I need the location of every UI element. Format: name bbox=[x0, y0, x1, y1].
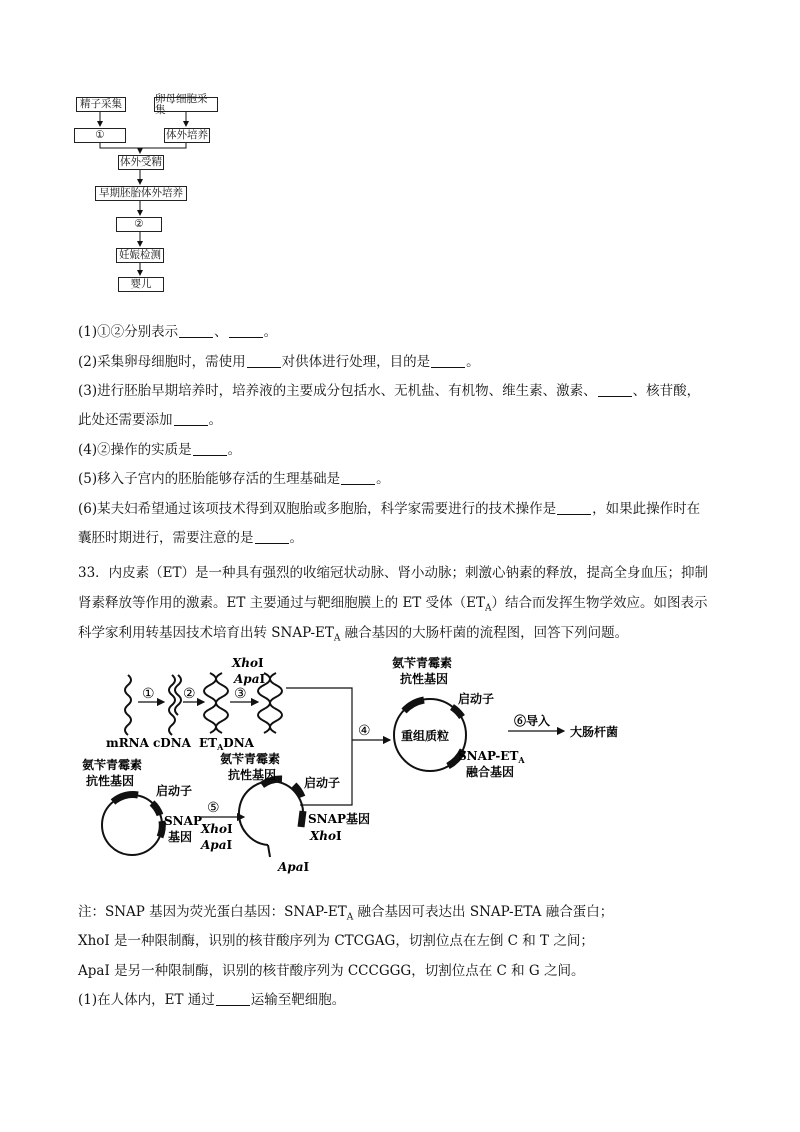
q32-2-end: 。 bbox=[466, 354, 480, 370]
step3-label: ③ bbox=[234, 686, 247, 702]
amp-label-2-orig: 抗性基因 bbox=[86, 774, 135, 788]
gene-label-orig: 基因 bbox=[168, 830, 193, 844]
q33-line3-sub: A bbox=[333, 633, 341, 644]
flow-text-culture: 体外培养 bbox=[166, 129, 208, 142]
opened-plasmid bbox=[239, 781, 303, 845]
amp-label-1-recomb: 氨苄青霉素 bbox=[392, 656, 453, 670]
q33-note-1 bbox=[78, 902, 738, 928]
q32-3-end: 。 bbox=[208, 412, 222, 428]
q32-1-end: 。 bbox=[263, 324, 278, 340]
amp-label-2-open: 抗性基因 bbox=[228, 768, 277, 782]
q32-3-text: (3)进行胚胎早期培养时，培养液的主要成分包括水、无机盐、有机物、维生素、激素、 bbox=[78, 383, 597, 399]
amp-label-2-recomb: 抗性基因 bbox=[400, 672, 449, 686]
promoter-segment-orig bbox=[152, 803, 160, 815]
q32-item-2 bbox=[78, 352, 748, 372]
snap-segment-orig bbox=[160, 821, 162, 837]
q32-item-3 bbox=[78, 381, 748, 401]
q33-line2-post: ）结合而发挥生物学效应。如图表示 bbox=[491, 595, 708, 611]
q32-item-5 bbox=[78, 469, 748, 489]
note2-text: XhoI 是一种限制酶，识别的核苷酸序列为 CTCGAG，切割位点在左倒 C 和 T 之间； bbox=[78, 933, 594, 949]
amp-label-1-open: 氨苄青霉素 bbox=[220, 752, 281, 766]
answer-blank[interactable] bbox=[179, 323, 213, 338]
q32-2-mid: 对供体进行处理，目的是 bbox=[281, 354, 431, 370]
eta-dna-helix bbox=[204, 673, 228, 733]
flow-text-baby: 婴儿 bbox=[130, 278, 152, 291]
q32-6-text: (6)某夫妇希望通过该项技术得到双胞胎或多胞胎，科学家需要进行的技术操作是 bbox=[78, 501, 557, 517]
q33-line1: 33．内皮素（ET）是一种具有强烈的收缩冠状动脉、肾小动脉；刺激心钠素的释放，提高全身血压；抑制 bbox=[78, 565, 709, 581]
apa-cut-end bbox=[268, 845, 270, 857]
amp-label-1-orig: 氨苄青霉素 bbox=[82, 758, 143, 772]
q32-3-text2: 此处还需要添加 bbox=[78, 412, 173, 428]
fusion-label-recomb: SNAP-$ET_A$ bbox=[458, 749, 525, 765]
flow-text-step1: ① bbox=[95, 129, 105, 142]
snap-segment-open bbox=[301, 811, 303, 827]
q32-4-end: 。 bbox=[227, 442, 242, 458]
q32-5-text: (5)移入子宫内的胚胎能够存活的生理基础是 bbox=[78, 471, 341, 487]
q32-6-text2: 囊胚时期进行，需要注意的是 bbox=[78, 530, 254, 546]
answer-blank[interactable] bbox=[216, 991, 250, 1006]
ecoli-label: 大肠杆菌 bbox=[570, 725, 619, 739]
apa-label-open: ApaⅠ bbox=[278, 860, 310, 874]
q32-1-sep: 、 bbox=[214, 324, 228, 340]
cdna-label: cDNA bbox=[153, 736, 191, 750]
q33-1-end: 运输至靶细胞。 bbox=[250, 992, 346, 1008]
step1-label: ① bbox=[142, 686, 155, 702]
q32-1-text: (1)①②分别表示 bbox=[78, 324, 179, 340]
promoter-label-orig: 启动子 bbox=[156, 784, 193, 798]
q33-intro-line2 bbox=[78, 593, 738, 619]
snap-label-orig: SNAP bbox=[164, 814, 202, 828]
q32-4-text: (4)②操作的实质是 bbox=[78, 442, 192, 458]
step6-label: ⑥导入 bbox=[514, 714, 551, 728]
cdna-strand bbox=[169, 675, 175, 735]
q33-1-text: (1)在人体内，ET 通过 bbox=[78, 992, 215, 1008]
flow-text-pregnancy: 妊娠检测 bbox=[119, 249, 161, 262]
answer-blank[interactable] bbox=[247, 353, 281, 368]
answer-blank[interactable] bbox=[229, 323, 263, 338]
amp-segment-orig bbox=[113, 795, 138, 802]
amp-segment-recomb bbox=[404, 700, 424, 711]
q32-3-mid: 、核苷酸， bbox=[632, 383, 701, 399]
answer-blank[interactable] bbox=[341, 470, 375, 485]
promoter-label-open: 启动子 bbox=[304, 776, 341, 790]
q32-6-end: 。 bbox=[289, 530, 303, 546]
eta-dna-label: $ET_ADNA$ bbox=[199, 736, 254, 752]
flow-text-egg: 卵母细胞采集 bbox=[155, 93, 208, 116]
answer-blank[interactable] bbox=[193, 441, 227, 456]
promoter-segment-open bbox=[294, 785, 302, 797]
answer-blank[interactable] bbox=[431, 353, 465, 368]
apa-label-top: ApaⅠ bbox=[234, 672, 266, 686]
q33-line3-pre: 科学家利用转基因技术培育出转 SNAP-ET bbox=[78, 625, 334, 641]
answer-blank[interactable] bbox=[598, 382, 632, 397]
flow-text-fertilize: 体外受精 bbox=[120, 156, 162, 169]
answer-blank[interactable] bbox=[557, 500, 591, 515]
note1-sub: A bbox=[346, 912, 354, 923]
q32-item-4 bbox=[78, 440, 748, 460]
q33-note-3 bbox=[78, 961, 738, 981]
xho-label-mid: XhoⅠ bbox=[201, 822, 233, 836]
flow-text-embryo: 早期胚胎体外培养 bbox=[99, 187, 183, 200]
step4-label: ④ bbox=[358, 723, 371, 739]
flow-text-step2: ② bbox=[134, 218, 144, 231]
flowchart-arrows bbox=[0, 0, 800, 300]
q33-item-1 bbox=[78, 990, 738, 1010]
q32-item-3-line2 bbox=[78, 410, 748, 430]
promoter-segment-recomb bbox=[452, 707, 462, 717]
xho-label-open: XhoⅠ bbox=[310, 829, 342, 843]
fusion-label2-recomb: 融合基因 bbox=[466, 765, 515, 779]
q32-item-6 bbox=[78, 499, 748, 519]
q32-5-end: 。 bbox=[376, 471, 390, 487]
q33-line2-pre: 肾素释放等作用的激素。ET 主要通过与靶细胞膜上的 ET 受体（ET bbox=[78, 595, 485, 611]
note1-pre: 注：SNAP 基因为荧光蛋白基因：SNAP-ET bbox=[78, 904, 347, 920]
q32-item-1 bbox=[78, 322, 748, 342]
step2-label: ② bbox=[183, 686, 196, 702]
answer-blank[interactable] bbox=[174, 411, 208, 426]
step5-label: ⑤ bbox=[207, 800, 220, 816]
q32-2-text: (2)采集卵母细胞时，需使用 bbox=[78, 354, 246, 370]
q33-line3-post: 融合基因的大肠杆菌的流程图，回答下列问题。 bbox=[340, 625, 629, 641]
xho-label-top: XhoⅠ bbox=[232, 656, 264, 670]
q33-note-2 bbox=[78, 931, 738, 951]
q32-6-mid: ，如果此操作时在 bbox=[592, 501, 701, 517]
q32-item-6-line2 bbox=[78, 528, 748, 548]
note3-text: ApaI 是另一种限制酶，识别的核苷酸序列为 CCCGGG，切割位点在 C 和 G 之间。 bbox=[78, 963, 585, 979]
flow-text-sperm: 精子采集 bbox=[80, 98, 122, 111]
promoter-label-recomb: 启动子 bbox=[458, 692, 495, 706]
apa-label-mid: ApaⅠ bbox=[201, 838, 233, 852]
mrna-label: mRNA bbox=[106, 736, 149, 750]
recomb-plasmid-label: 重组质粒 bbox=[401, 729, 450, 743]
transgenic-diagram bbox=[0, 645, 800, 895]
q33-line2-sub: A bbox=[484, 603, 492, 614]
snap-gene-label-open: SNAP基因 bbox=[308, 812, 370, 826]
q33-intro-line1 bbox=[78, 563, 738, 583]
note1-post: 融合基因可表达出 SNAP-ETA 融合蛋白； bbox=[353, 904, 614, 920]
answer-blank[interactable] bbox=[255, 529, 289, 544]
mrna-strand bbox=[125, 675, 131, 735]
